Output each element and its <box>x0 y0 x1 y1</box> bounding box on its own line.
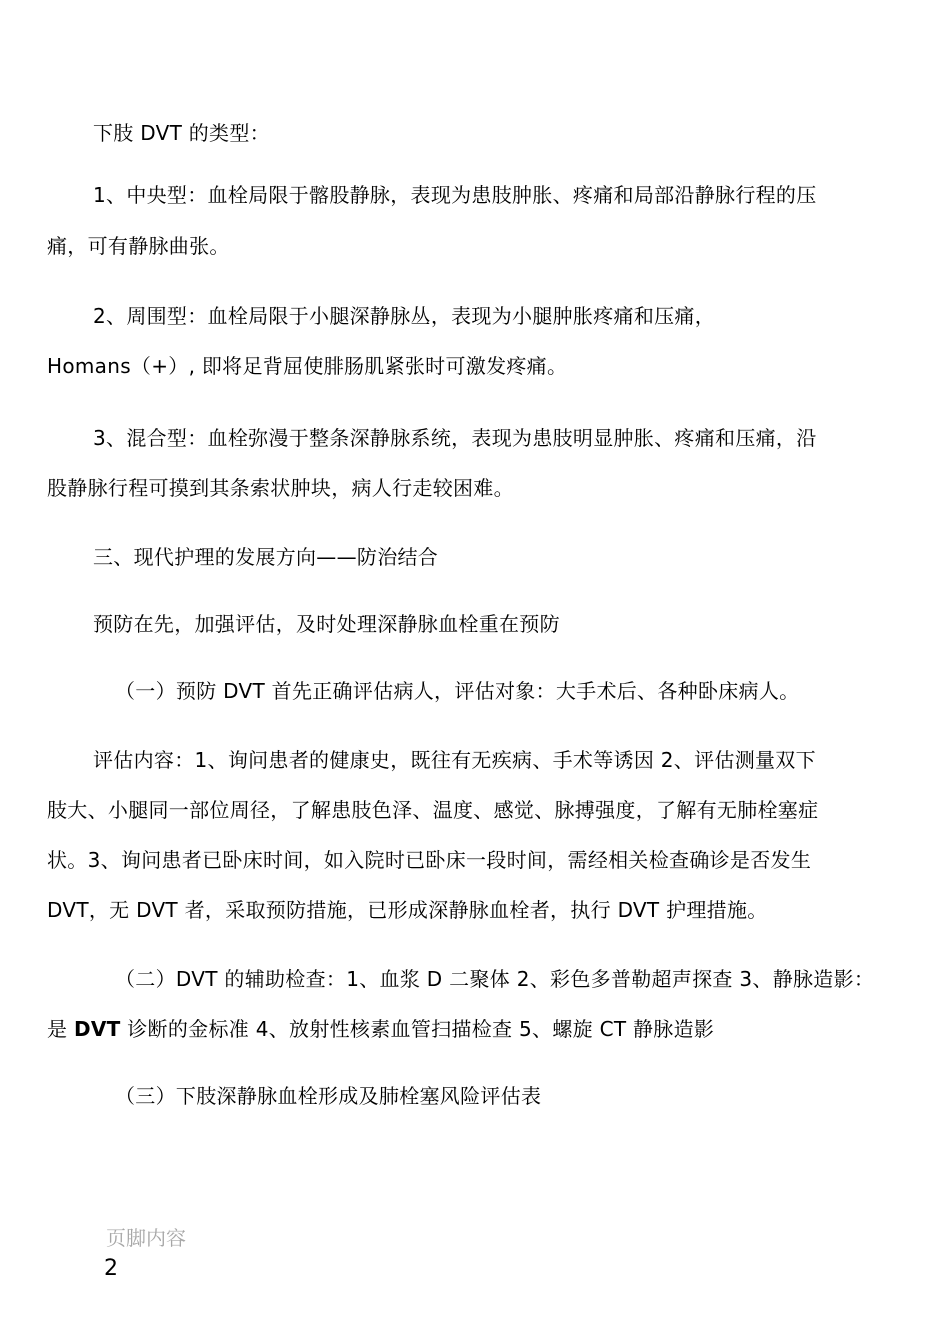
footer-label: 页脚内容 <box>106 1226 186 1250</box>
types-heading: 下肢 DVT 的类型： <box>93 121 270 145</box>
section3-heading: 三、现代护理的发展方向——防治结合 <box>93 545 439 569</box>
type1-line2: 痛，可有静脉曲张。 <box>47 234 230 258</box>
sub3-heading: （三）下肢深静脉血栓形成及肺栓塞风险评估表 <box>115 1084 542 1108</box>
sub1-heading: （一）预防 DVT 首先正确评估病人，评估对象：大手术后、各种卧床病人。 <box>115 679 800 703</box>
type3-line1: 3、混合型：血栓弥漫于整条深静脉系统，表现为患肢明显肿胀、疼痛和压痛，沿 <box>93 426 817 450</box>
type1-line1: 1、中央型：血栓局限于髂股静脉，表现为患肢肿胀、疼痛和局部沿静脉行程的压 <box>93 183 817 207</box>
sub2-line2 <box>47 1015 714 1043</box>
sub2-line2-bold-dvt: DVT <box>73 1017 121 1041</box>
assess-line3: 状。3、询问患者已卧床时间，如入院时已卧床一段时间，需经相关检查确诊是否发生 <box>47 848 812 872</box>
assess-line1: 评估内容：1、询问患者的健康史，既往有无疾病、手术等诱因 2、评估测量双下 <box>93 748 816 772</box>
footer-page-number: 2 <box>104 1256 118 1281</box>
sub2-line2-post: 诊断的金标准 4、放射性核素血管扫描检查 5、螺旋 CT 静脉造影 <box>120 1017 715 1041</box>
sub2-line2-pre: 是 <box>47 1017 74 1041</box>
type2-line1: 2、周围型：血栓局限于小腿深静脉丛，表现为小腿肿胀疼痛和压痛， <box>93 304 716 328</box>
assess-line2: 肢大、小腿同一部位周径，了解患肢色泽、温度、感觉、脉搏强度，了解有无肺栓塞症 <box>47 798 819 822</box>
assess-line4: DVT，无 DVT 者，采取预防措施，已形成深静脉血栓者，执行 DVT 护理措施。 <box>47 898 768 922</box>
prevention-line: 预防在先，加强评估，及时处理深静脉血栓重在预防 <box>93 612 560 636</box>
type3-line2: 股静脉行程可摸到其条索状肿块，病人行走较困难。 <box>47 476 514 500</box>
sub2-line1: （二）DVT 的辅助检查：1、血浆 D 二聚体 2、彩色多普勒超声探查 3、静脉造影： <box>115 967 875 991</box>
type2-line2: Homans（+）, 即将足背屈使腓肠肌紧张时可激发疼痛。 <box>47 354 568 378</box>
